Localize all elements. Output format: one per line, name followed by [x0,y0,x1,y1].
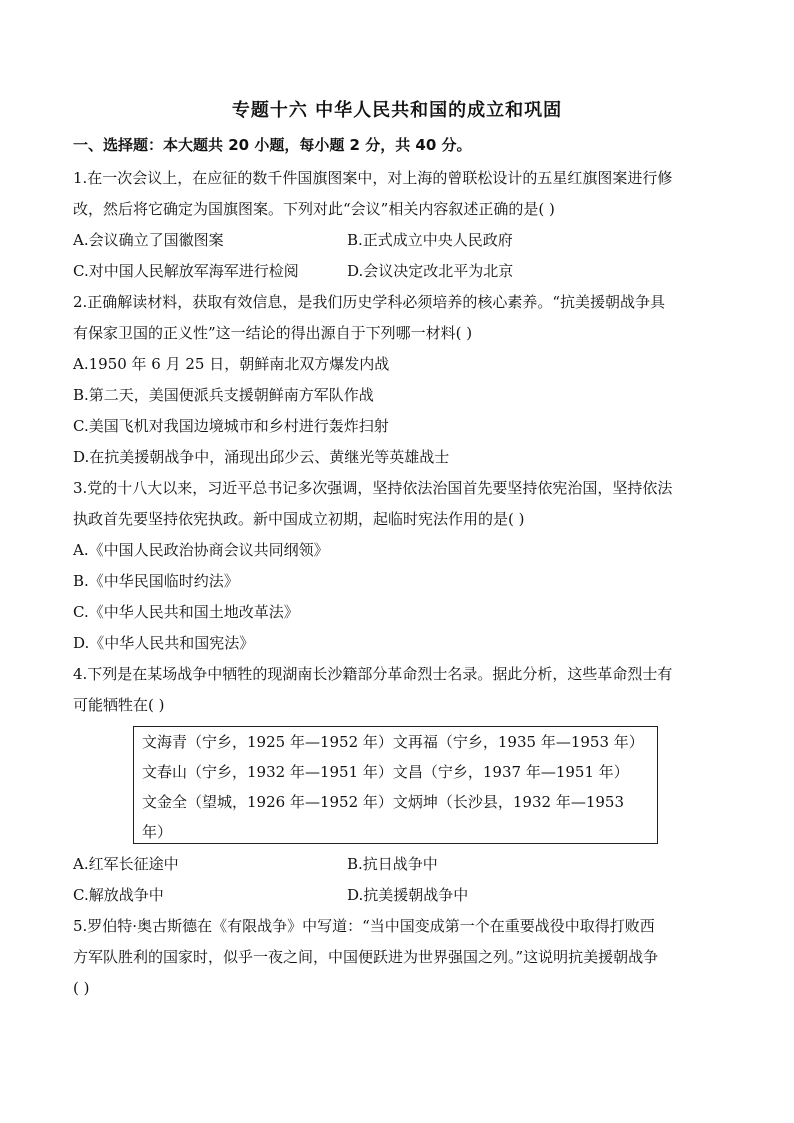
option-a: A.1950 年 6 月 25 日，朝鲜南北双方爆发内战 [73,355,390,373]
question-stem-line: 2.正确解读材料，获取有效信息，是我们历史学科必须培养的核心素养。“抗美援朝战争具 [73,293,665,311]
question-stem-line: 改，然后将它确定为国旗图案。下列对此“会议”相关内容叙述正确的是( ) [73,200,555,218]
option-d: D.抗美援朝战争中 [347,886,469,904]
martyr-list-line: 年） [142,823,173,841]
section-heading: 一、选择题：本大题共 20 小题，每小题 2 分，共 40 分。 [73,136,472,154]
option-c: C.解放战争中 [73,886,164,904]
martyr-list-line: 文春山（宁乡，1932 年—1951 年）文昌（宁乡，1937 年—1951 年） [142,763,629,781]
question-1 [73,163,723,287]
option-b: B.抗日战争中 [347,855,438,873]
question-5 [73,911,723,1004]
question-stem-line: 可能牺牲在( ) [73,696,165,714]
option-c: C.《中华人民共和国土地改革法》 [73,603,299,621]
option-row [73,849,723,880]
martyr-list-line: 文金全（望城，1926 年—1952 年）文炳坤（长沙县，1932 年—1953 [142,793,625,811]
option-c: C.对中国人民解放军海军进行检阅 [73,262,299,280]
question-list [73,163,723,1004]
question-stem-line: 方军队胜利的国家时，似乎一夜之间，中国便跃进为世界强国之列。”这说明抗美援朝战争 [73,948,659,966]
question-stem-line: 有保家卫国的正义性”这一结论的得出源自于下列哪一材料( ) [73,324,473,342]
question-4 [73,659,723,911]
option-b: B.正式成立中央人民政府 [347,231,513,249]
martyr-list-box [133,726,658,844]
question-stem-line: ( ) [73,979,90,997]
option-b: B.第二天，美国便派兵支援朝鲜南方军队作战 [73,386,374,404]
question-stem-line: 1.在一次会议上，在应征的数千件国旗图案中，对上海的曾联松设计的五星红旗图案进行修 [73,169,673,187]
option-a: A.《中国人民政治协商会议共同纲领》 [73,541,329,559]
option-c: C.美国飞机对我国边境城市和乡村进行轰炸扫射 [73,417,389,435]
question-stem-line: 执政首先要坚持依宪执政。新中国成立初期，起临时宪法作用的是( ) [73,510,525,528]
option-a: A.红军长征途中 [73,855,179,873]
question-stem-line: 5.罗伯特·奥古斯德在《有限战争》中写道：“当中国变成第一个在重要战役中取得打败西 [73,917,655,935]
question-3 [73,473,723,659]
option-b: B.《中华民国临时约法》 [73,572,239,590]
question-2 [73,287,723,473]
option-a: A.会议确立了国徽图案 [73,231,224,249]
option-d: D.在抗美援朝战争中，涌现出邱少云、黄继光等英雄战士 [73,448,450,466]
option-row [73,256,723,287]
page-title: 专题十六 中华人民共和国的成立和巩固 [231,100,563,121]
question-stem-line: 3.党的十八大以来，习近平总书记多次强调，坚持依法治国首先要坚持依宪治国，坚持依法 [73,479,673,497]
option-row [73,880,723,911]
option-d: D.《中华人民共和国宪法》 [73,634,255,652]
option-d: D.会议决定改北平为北京 [347,262,514,280]
martyr-list-line: 文海青（宁乡，1925 年—1952 年）文再福（宁乡，1935 年—1953 年） [142,733,644,751]
option-row [73,225,723,256]
question-stem-line: 4.下列是在某场战争中牺牲的现湖南长沙籍部分革命烈士名录。据此分析，这些革命烈士有 [73,665,673,683]
